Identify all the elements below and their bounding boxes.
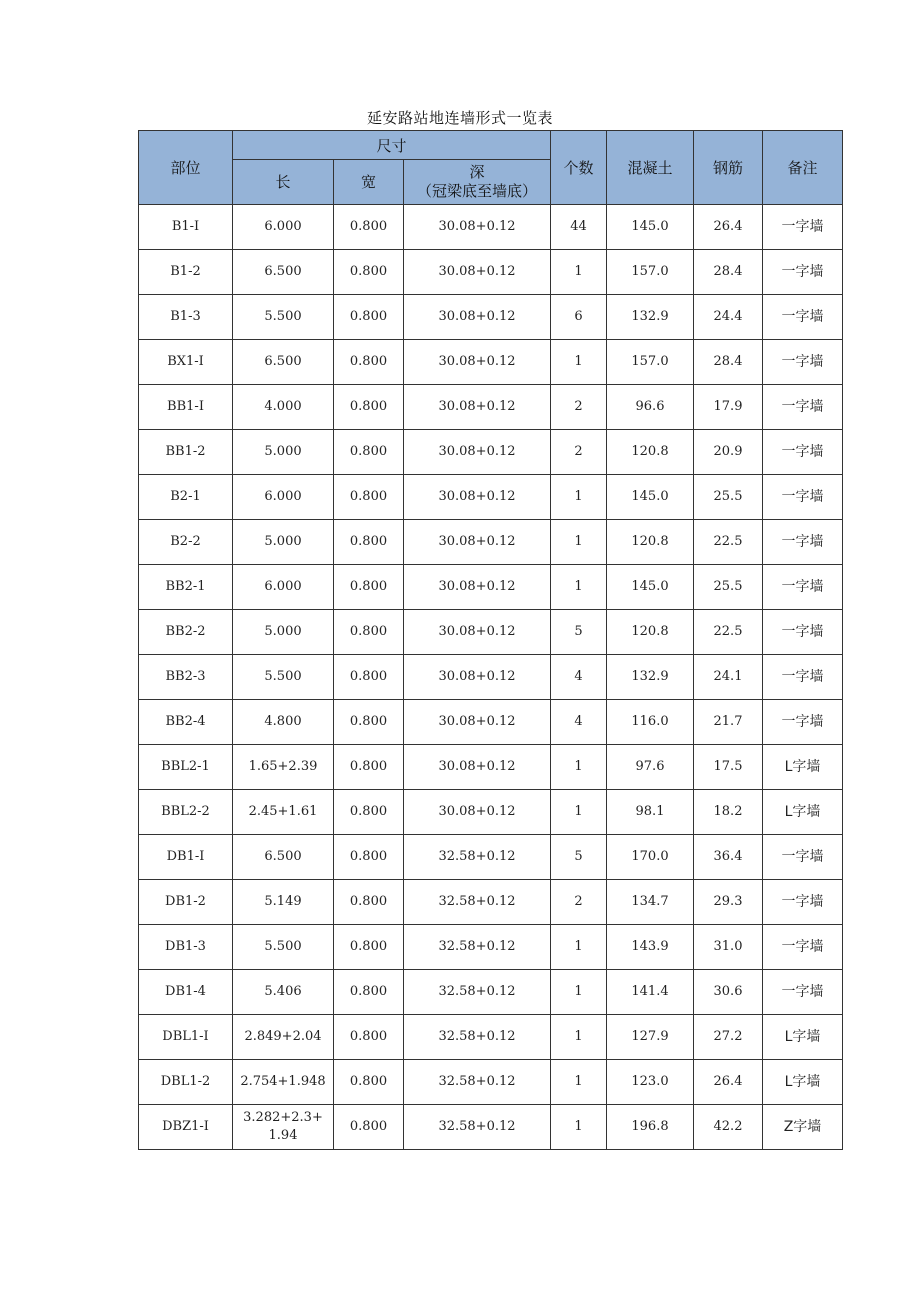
cell-rebar: 29.3 [694,880,763,925]
cell-note: 一字墙 [763,295,843,340]
cell-note: 一字墙 [763,970,843,1015]
cell-count: 1 [551,790,607,835]
cell-rebar: 21.7 [694,700,763,745]
cell-note: Z字墙 [763,1105,843,1150]
table-row [139,610,843,655]
cell-length: 4.800 [233,700,334,745]
cell-count: 1 [551,970,607,1015]
cell-depth: 30.08+0.12 [404,565,551,610]
cell-part: BBL2-2 [139,790,233,835]
cell-rebar: 27.2 [694,1015,763,1060]
cell-depth: 30.08+0.12 [404,385,551,430]
cell-length: 3.282+2.3+1.94 [233,1105,334,1150]
cell-depth: 32.58+0.12 [404,880,551,925]
cell-part: B2-2 [139,520,233,565]
cell-width: 0.800 [334,1060,404,1105]
cell-concrete: 96.6 [607,385,694,430]
cell-part: B1-2 [139,250,233,295]
cell-depth: 30.08+0.12 [404,655,551,700]
cell-width: 0.800 [334,430,404,475]
cell-width: 0.800 [334,790,404,835]
cell-width: 0.800 [334,880,404,925]
cell-length: 6.500 [233,835,334,880]
cell-width: 0.800 [334,655,404,700]
cell-concrete: 134.7 [607,880,694,925]
cell-width: 0.800 [334,250,404,295]
table-row [139,250,843,295]
cell-concrete: 141.4 [607,970,694,1015]
cell-concrete: 120.8 [607,430,694,475]
table-row [139,340,843,385]
cell-count: 1 [551,250,607,295]
cell-note: 一字墙 [763,430,843,475]
cell-count: 1 [551,475,607,520]
cell-depth: 30.08+0.12 [404,745,551,790]
cell-depth: 30.08+0.12 [404,295,551,340]
cell-width: 0.800 [334,925,404,970]
cell-length: 2.754+1.948 [233,1060,334,1105]
cell-concrete: 123.0 [607,1060,694,1105]
cell-concrete: 143.9 [607,925,694,970]
cell-width: 0.800 [334,340,404,385]
table-row [139,880,843,925]
cell-depth: 30.08+0.12 [404,205,551,250]
table-row [139,475,843,520]
cell-part: BB1-2 [139,430,233,475]
cell-part: DB1-I [139,835,233,880]
cell-part: BB2-4 [139,700,233,745]
table-row [139,700,843,745]
cell-note: 一字墙 [763,475,843,520]
cell-rebar: 24.1 [694,655,763,700]
cell-part: BB2-1 [139,565,233,610]
cell-depth: 30.08+0.12 [404,520,551,565]
cell-length: 5.000 [233,520,334,565]
cell-width: 0.800 [334,1015,404,1060]
header-concrete: 混凝土 [607,131,694,205]
cell-rebar: 24.4 [694,295,763,340]
cell-note: 一字墙 [763,835,843,880]
cell-depth: 30.08+0.12 [404,790,551,835]
cell-length: 5.500 [233,925,334,970]
cell-depth: 32.58+0.12 [404,925,551,970]
cell-note: 一字墙 [763,700,843,745]
cell-length: 5.406 [233,970,334,1015]
cell-length: 2.849+2.04 [233,1015,334,1060]
header-depth [404,160,551,205]
cell-depth: 32.58+0.12 [404,835,551,880]
table-row [139,1015,843,1060]
cell-rebar: 25.5 [694,565,763,610]
cell-length: 6.000 [233,565,334,610]
cell-count: 5 [551,610,607,655]
cell-concrete: 145.0 [607,475,694,520]
cell-concrete: 120.8 [607,610,694,655]
cell-concrete: 116.0 [607,700,694,745]
header-depth-label: 深 [469,163,485,181]
cell-note: 一字墙 [763,340,843,385]
cell-note: 一字墙 [763,385,843,430]
cell-rebar: 36.4 [694,835,763,880]
cell-concrete: 120.8 [607,520,694,565]
cell-width: 0.800 [334,835,404,880]
header-size: 尺寸 [233,131,551,160]
table-row [139,970,843,1015]
cell-depth: 32.58+0.12 [404,970,551,1015]
cell-width: 0.800 [334,1105,404,1150]
cell-width: 0.800 [334,475,404,520]
cell-depth: 30.08+0.12 [404,340,551,385]
cell-length: 4.000 [233,385,334,430]
cell-depth: 30.08+0.12 [404,610,551,655]
table-row [139,430,843,475]
table-row [139,925,843,970]
cell-note: L字墙 [763,1015,843,1060]
table-row [139,745,843,790]
cell-part: BB2-3 [139,655,233,700]
cell-concrete: 157.0 [607,250,694,295]
cell-count: 44 [551,205,607,250]
cell-concrete: 98.1 [607,790,694,835]
cell-note: 一字墙 [763,880,843,925]
cell-count: 2 [551,880,607,925]
table-row [139,1060,843,1105]
cell-width: 0.800 [334,385,404,430]
cell-concrete: 145.0 [607,565,694,610]
table-row [139,565,843,610]
cell-note: 一字墙 [763,655,843,700]
cell-length: 2.45+1.61 [233,790,334,835]
cell-rebar: 42.2 [694,1105,763,1150]
cell-count: 1 [551,1015,607,1060]
cell-depth: 30.08+0.12 [404,430,551,475]
cell-depth: 32.58+0.12 [404,1060,551,1105]
cell-width: 0.800 [334,970,404,1015]
cell-width: 0.800 [334,205,404,250]
cell-part: BB2-2 [139,610,233,655]
cell-length: 6.500 [233,340,334,385]
cell-width: 0.800 [334,520,404,565]
wall-type-table [138,130,843,1150]
cell-depth: 32.58+0.12 [404,1105,551,1150]
table-row [139,655,843,700]
cell-note: L字墙 [763,1060,843,1105]
cell-concrete: 196.8 [607,1105,694,1150]
cell-width: 0.800 [334,745,404,790]
cell-count: 4 [551,700,607,745]
cell-rebar: 25.5 [694,475,763,520]
cell-part: B1-3 [139,295,233,340]
cell-count: 1 [551,1060,607,1105]
cell-part: B1-I [139,205,233,250]
cell-length: 5.500 [233,655,334,700]
table-row [139,520,843,565]
cell-length: 5.149 [233,880,334,925]
cell-note: 一字墙 [763,565,843,610]
cell-rebar: 22.5 [694,610,763,655]
cell-length: 5.000 [233,610,334,655]
cell-depth: 30.08+0.12 [404,250,551,295]
header-width: 宽 [334,160,404,205]
cell-rebar: 18.2 [694,790,763,835]
table-row [139,790,843,835]
cell-length: 6.000 [233,205,334,250]
cell-count: 1 [551,520,607,565]
cell-rebar: 28.4 [694,340,763,385]
header-depth-note: （冠梁底至墙底） [416,182,537,200]
cell-concrete: 132.9 [607,295,694,340]
cell-rebar: 20.9 [694,430,763,475]
cell-width: 0.800 [334,610,404,655]
cell-count: 1 [551,925,607,970]
cell-note: L字墙 [763,790,843,835]
cell-note: 一字墙 [763,610,843,655]
cell-count: 2 [551,385,607,430]
cell-concrete: 97.6 [607,745,694,790]
cell-count: 1 [551,1105,607,1150]
cell-rebar: 31.0 [694,925,763,970]
table-row [139,385,843,430]
cell-rebar: 30.6 [694,970,763,1015]
table-title: 延安路站地连墙形式一览表 [366,109,553,127]
cell-part: BB1-I [139,385,233,430]
cell-part: B2-1 [139,475,233,520]
table-row [139,1105,843,1150]
cell-part: BBL2-1 [139,745,233,790]
table-body [139,205,843,1150]
cell-part: DBZ1-I [139,1105,233,1150]
header-part: 部位 [139,131,233,205]
header-rebar: 钢筋 [694,131,763,205]
cell-depth: 32.58+0.12 [404,1015,551,1060]
header-note: 备注 [763,131,843,205]
cell-note: 一字墙 [763,520,843,565]
cell-length: 5.500 [233,295,334,340]
cell-part: BX1-I [139,340,233,385]
cell-part: DBL1-I [139,1015,233,1060]
table-row [139,295,843,340]
table-row [139,205,843,250]
cell-rebar: 17.5 [694,745,763,790]
cell-part: DB1-4 [139,970,233,1015]
cell-depth: 30.08+0.12 [404,475,551,520]
cell-rebar: 26.4 [694,205,763,250]
cell-part: DBL1-2 [139,1060,233,1105]
cell-rebar: 22.5 [694,520,763,565]
cell-depth: 30.08+0.12 [404,700,551,745]
cell-note: 一字墙 [763,925,843,970]
cell-length: 1.65+2.39 [233,745,334,790]
cell-concrete: 170.0 [607,835,694,880]
cell-note: L字墙 [763,745,843,790]
cell-count: 6 [551,295,607,340]
cell-rebar: 17.9 [694,385,763,430]
cell-concrete: 127.9 [607,1015,694,1060]
cell-concrete: 157.0 [607,340,694,385]
header-count: 个数 [551,131,607,205]
cell-width: 0.800 [334,295,404,340]
cell-length: 5.000 [233,430,334,475]
cell-part: DB1-3 [139,925,233,970]
cell-rebar: 26.4 [694,1060,763,1105]
cell-width: 0.800 [334,700,404,745]
table-row [139,835,843,880]
cell-count: 5 [551,835,607,880]
cell-concrete: 132.9 [607,655,694,700]
cell-length: 6.500 [233,250,334,295]
cell-count: 1 [551,565,607,610]
cell-part: DB1-2 [139,880,233,925]
cell-note: 一字墙 [763,250,843,295]
cell-count: 2 [551,430,607,475]
cell-count: 4 [551,655,607,700]
cell-count: 1 [551,340,607,385]
header-length: 长 [233,160,334,205]
cell-concrete: 145.0 [607,205,694,250]
cell-rebar: 28.4 [694,250,763,295]
cell-note: 一字墙 [763,205,843,250]
cell-width: 0.800 [334,565,404,610]
cell-length: 6.000 [233,475,334,520]
cell-count: 1 [551,745,607,790]
